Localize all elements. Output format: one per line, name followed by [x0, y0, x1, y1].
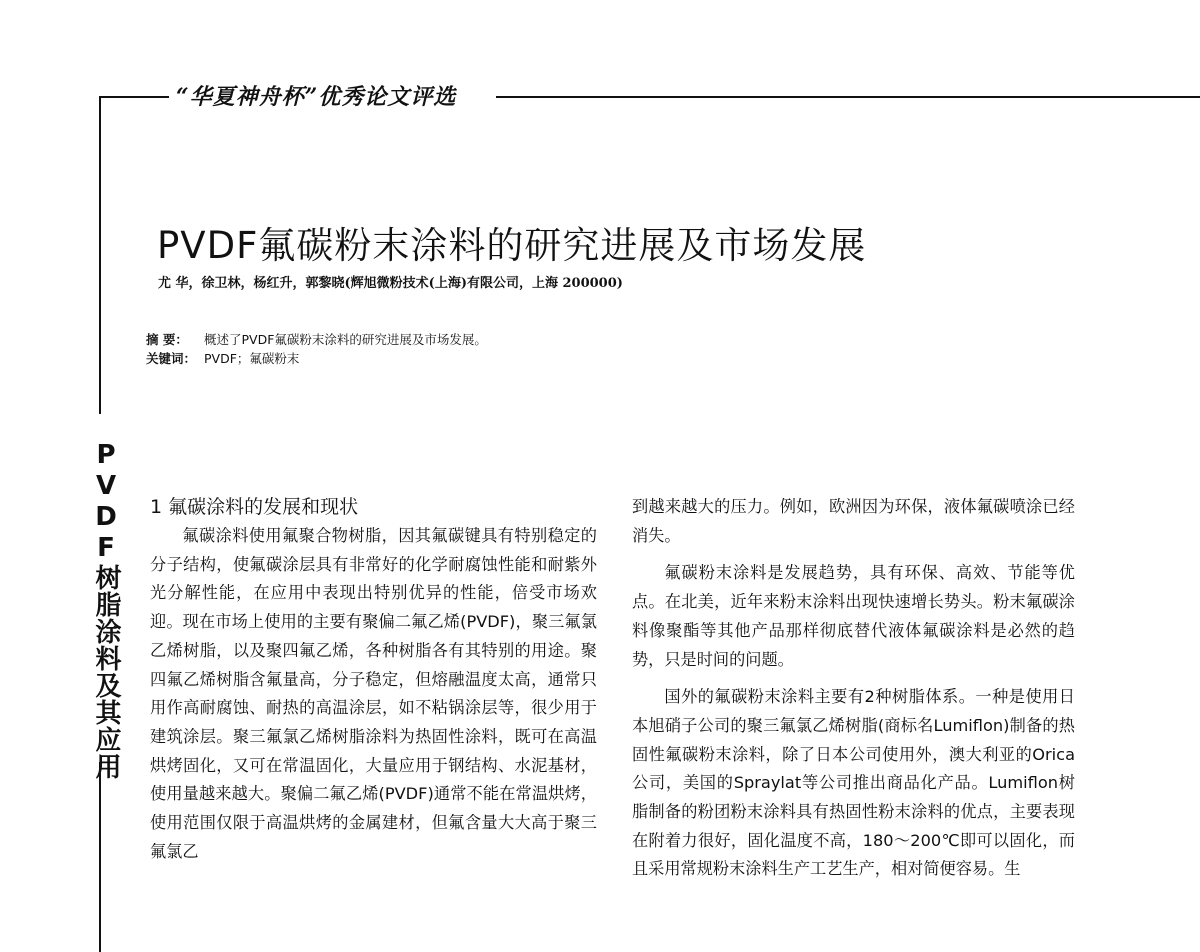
header-rule-left	[99, 96, 169, 98]
body-paragraph: 氟碳粉末涂料是发展趋势，具有环保、高效、节能等优点。在北美，近年来粉末涂料出现快速增长势头。粉末氟碳涂料像聚酯等其他产品那样彻底替代液体氟碳涂料是必然的趋势，只是时间的问题。	[632, 563, 1075, 669]
keywords-line	[146, 349, 487, 368]
body-column-right	[632, 493, 1075, 884]
body-paragraph: 到越来越大的压力。例如，欧洲因为环保，液体氟碳喷涂已经消失。	[632, 497, 1075, 545]
header-rule-right	[496, 96, 1200, 98]
body-paragraph: 氟碳涂料使用氟聚合物树脂，因其氟碳键具有特别稳定的分子结构，使氟碳涂层具有非常好的化学耐腐蚀性能和耐紫外光分解性能，在应用中表现出特别优异的性能，倍受市场欢迎。现在市场上使用的主要有聚偏二氟乙烯(PVDF)，聚三氟氯乙烯树脂，以及聚四氟乙烯，各种树脂各有其特别的用途。聚四氟乙烯树脂含氟量高，分子稳定，但熔融温度太高，通常只用作高耐腐蚀、耐热的高温涂层，如不粘锅涂层等，很少用于建筑涂层。聚三氟氯乙烯树脂涂料为热固性涂料，既可在高温烘烤固化，又可在常温固化，大量应用于钢结构、水泥基材，使用量越来越大。聚偏二氟乙烯(PVDF)通常不能在常温烘烤，使用范围仅限于高温烘烤的金属建材，但氟含量大大高于聚三氟氯乙	[150, 526, 597, 861]
article-title: PVDF氟碳粉末涂料的研究进展及市场发展	[157, 223, 867, 267]
body-paragraph: 国外的氟碳粉末涂料主要有2种树脂体系。一种是使用日本旭硝子公司的聚三氟氯乙烯树脂(商标名Lumiflon)制备的热固性氟碳粉末涂料，除了日本公司使用外，澳大利亚的Orica公司，美国的Spraylat等公司推出商品化产品。Lumiflon树脂制备的粉团粉末涂料具有热固性粉末涂料的优点，主要表现在附着力很好，固化温度不高，180～200℃即可以固化，而且采用常规粉末涂料生产工艺生产，相对简便容易。生	[632, 687, 1075, 879]
series-header: “华夏神舟杯”优秀论文评选	[176, 84, 457, 110]
keywords-text: PVDF；氟碳粉末	[204, 351, 300, 366]
abstract-label: 摘 要：	[146, 332, 188, 347]
abstract-text: 概述了PVDF氟碳粉末涂料的研究进展及市场发展。	[204, 332, 487, 347]
body-column-left	[150, 492, 597, 866]
abstract-block	[146, 330, 487, 368]
abstract-line	[146, 330, 487, 349]
left-border-rule	[99, 96, 101, 414]
keywords-label: 关键词：	[146, 351, 197, 366]
side-section-label: PVDF树脂涂料及其应用	[91, 440, 121, 780]
article-authors: 尤 华，徐卫林，杨红升，郭黎晓(辉旭微粉技术(上海)有限公司，上海 200000)	[158, 276, 623, 291]
section-heading: 1 氟碳涂料的发展和现状	[150, 496, 359, 518]
left-border-rule-lower	[99, 762, 101, 952]
